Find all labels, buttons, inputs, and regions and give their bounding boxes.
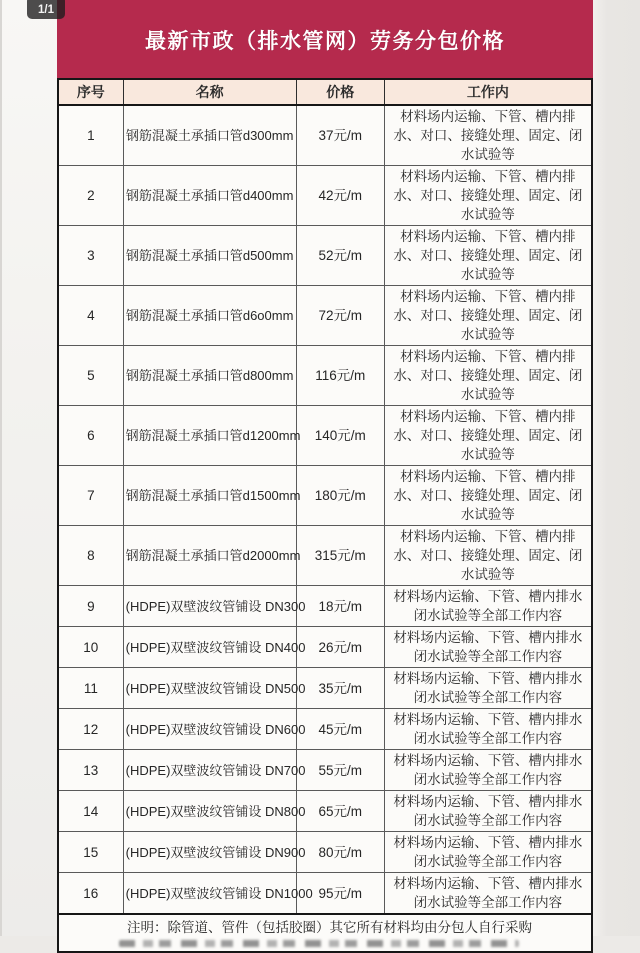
cell-price: 116元/m: [296, 346, 384, 406]
column-header-name: 名称: [123, 79, 296, 105]
cell-work: 材料场内运输、下管、槽内排水 闭水试验等全部工作内容: [384, 586, 592, 627]
table-row: [58, 627, 592, 668]
document-title: 最新市政（排水管网）劳务分包价格: [145, 30, 505, 53]
cell-work: 材料场内运输、下管、槽内排水 闭水试验等全部工作内容: [384, 627, 592, 668]
cell-price: 55元/m: [296, 750, 384, 791]
cell-work: 材料场内运输、下管、槽内排水 闭水试验等全部工作内容: [384, 873, 592, 915]
cell-no: 16: [58, 873, 123, 915]
photo-right-margin: [593, 0, 640, 936]
cell-name: (HDPE)双壁波纹管铺设 DN400: [123, 627, 296, 668]
cell-name: (HDPE)双壁波纹管铺设 DN900: [123, 832, 296, 873]
cell-work: 材料场内运输、下管、槽内排水、对口、接缝处理、固定、闭水试验等: [384, 226, 592, 286]
table-row: [58, 166, 592, 226]
cell-name: 钢筋混凝土承插口管d800mm: [123, 346, 296, 406]
cell-price: 80元/m: [296, 832, 384, 873]
cell-no: 5: [58, 346, 123, 406]
price-table-body: [58, 105, 592, 914]
cell-work: 材料场内运输、下管、槽内排水 闭水试验等全部工作内容: [384, 832, 592, 873]
table-header-row: [58, 79, 592, 105]
cell-no: 3: [58, 226, 123, 286]
cell-work: 材料场内运输、下管、槽内排水、对口、接缝处理、固定、闭水试验等: [384, 466, 592, 526]
title-banner: [57, 0, 593, 78]
table-row: [58, 586, 592, 627]
cell-name: (HDPE)双壁波纹管铺设 DN600: [123, 709, 296, 750]
cell-no: 15: [58, 832, 123, 873]
cell-work: 材料场内运输、下管、槽内排水 闭水试验等全部工作内容: [384, 750, 592, 791]
table-row: [58, 346, 592, 406]
cell-name: 钢筋混凝土承插口管d400mm: [123, 166, 296, 226]
table-row: [58, 873, 592, 915]
cell-no: 9: [58, 586, 123, 627]
cell-name: 钢筋混凝土承插口管d500mm: [123, 226, 296, 286]
column-header-price: 价格: [296, 79, 384, 105]
cell-price: 35元/m: [296, 668, 384, 709]
cell-price: 140元/m: [296, 406, 384, 466]
table-row: [58, 791, 592, 832]
table-row: [58, 105, 592, 166]
blurred-text-line: [119, 940, 519, 947]
cell-name: (HDPE)双壁波纹管铺设 DN800: [123, 791, 296, 832]
cell-price: 180元/m: [296, 466, 384, 526]
cell-price: 18元/m: [296, 586, 384, 627]
cell-work: 材料场内运输、下管、槽内排水 闭水试验等全部工作内容: [384, 791, 592, 832]
column-header-work: 工作内: [384, 79, 592, 105]
cell-name: 钢筋混凝土承插口管d1500mm: [123, 466, 296, 526]
table-row: [58, 750, 592, 791]
cell-no: 10: [58, 627, 123, 668]
cell-name: 钢筋混凝土承插口管d1200mm: [123, 406, 296, 466]
cell-work: 材料场内运输、下管、槽内排水、对口、接缝处理、固定、闭水试验等: [384, 406, 592, 466]
cell-name: 钢筋混凝土承插口管d6o0mm: [123, 286, 296, 346]
cell-name: 钢筋混凝土承插口管d2000mm: [123, 526, 296, 586]
cell-price: 37元/m: [296, 105, 384, 166]
cell-name: 钢筋混凝土承插口管d300mm: [123, 105, 296, 166]
cell-no: 1: [58, 105, 123, 166]
cell-price: 42元/m: [296, 166, 384, 226]
cell-no: 6: [58, 406, 123, 466]
cell-work: 材料场内运输、下管、槽内排水 闭水试验等全部工作内容: [384, 668, 592, 709]
table-row: [58, 466, 592, 526]
table-row: [58, 286, 592, 346]
cell-no: 13: [58, 750, 123, 791]
cell-no: 11: [58, 668, 123, 709]
cell-work: 材料场内运输、下管、槽内排水、对口、接缝处理、固定、闭水试验等: [384, 105, 592, 166]
cell-price: 95元/m: [296, 873, 384, 915]
cell-no: 7: [58, 466, 123, 526]
cell-work: 材料场内运输、下管、槽内排水、对口、接缝处理、固定、闭水试验等: [384, 526, 592, 586]
table-row: [58, 526, 592, 586]
table-row: [58, 832, 592, 873]
table-row: [58, 226, 592, 286]
cell-work: 材料场内运输、下管、槽内排水、对口、接缝处理、固定、闭水试验等: [384, 166, 592, 226]
cell-name: (HDPE)双壁波纹管铺设 DN300: [123, 586, 296, 627]
cell-no: 2: [58, 166, 123, 226]
cell-price: 26元/m: [296, 627, 384, 668]
cell-name: (HDPE)双壁波纹管铺设 DN1000: [123, 873, 296, 915]
cell-work: 材料场内运输、下管、槽内排水、对口、接缝处理、固定、闭水试验等: [384, 346, 592, 406]
price-table: [57, 78, 593, 953]
cell-name: (HDPE)双壁波纹管铺设 DN500: [123, 668, 296, 709]
cell-price: 72元/m: [296, 286, 384, 346]
cell-name: (HDPE)双壁波纹管铺设 DN700: [123, 750, 296, 791]
cell-no: 8: [58, 526, 123, 586]
cell-price: 52元/m: [296, 226, 384, 286]
table-row: [58, 709, 592, 750]
note-cell: [58, 914, 592, 952]
document-sheet: [57, 0, 593, 936]
page-indicator-badge: 1/1: [27, 0, 65, 19]
cell-no: 14: [58, 791, 123, 832]
table-row: [58, 406, 592, 466]
cell-no: 4: [58, 286, 123, 346]
cell-work: 材料场内运输、下管、槽内排水 闭水试验等全部工作内容: [384, 709, 592, 750]
cell-work: 材料场内运输、下管、槽内排水、对口、接缝处理、固定、闭水试验等: [384, 286, 592, 346]
note-row: [58, 914, 592, 952]
cell-no: 12: [58, 709, 123, 750]
table-row: [58, 668, 592, 709]
cell-price: 45元/m: [296, 709, 384, 750]
note-text: 注明：除管道、管件（包括胶圈）其它所有材料均由分包人自行采购: [127, 920, 532, 935]
cell-price: 65元/m: [296, 791, 384, 832]
photo-left-margin: [0, 0, 57, 936]
cell-price: 315元/m: [296, 526, 384, 586]
column-header-no: 序号: [58, 79, 123, 105]
